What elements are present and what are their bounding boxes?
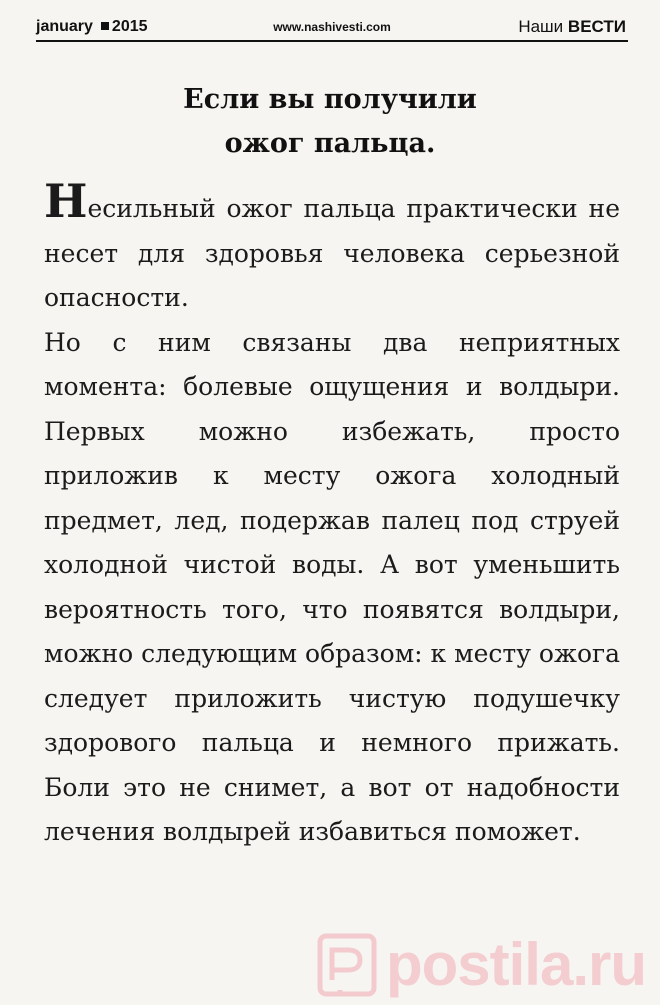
article-body [44,174,620,855]
paragraph-1 [44,174,620,321]
postila-logo-icon [314,932,380,998]
paragraph-1-text: есильный ожог пальца практически не несет для здоровья человека серьезной опасности. [44,194,620,312]
title-line-1: Если вы получили [183,84,477,115]
brand-name: ВЕСТИ [567,17,626,36]
watermark [314,930,646,999]
publication-brand [518,17,626,37]
brand-prefix: Наши [518,17,564,36]
issue-month: january [36,18,93,35]
title-line-2: ожог пальца. [224,128,436,159]
website-address: www.nashivesti.com [273,20,391,34]
watermark-text: postila.ru [385,931,646,998]
issue-year: 2015 [111,18,148,35]
paragraph-2: Но с ним связаны два неприятных момента: болевые ощущения и волдыри. Первых можно избежать, просто приложив к месту ожога холодный предмет, лед, подержав палец под струей холодной чистой воды. А вот уменьшить вероятность того, что появятся волдыри, можно следующим образом: к месту ожога следует приложить чистую подушечку здорового пальца и немного прижать. Боли это не снимет, а вот от надобности лечения волдырей избавиться поможет. [44,327,620,846]
article-title [60,78,600,166]
page-header [36,14,628,42]
drop-cap: Н [44,174,88,228]
